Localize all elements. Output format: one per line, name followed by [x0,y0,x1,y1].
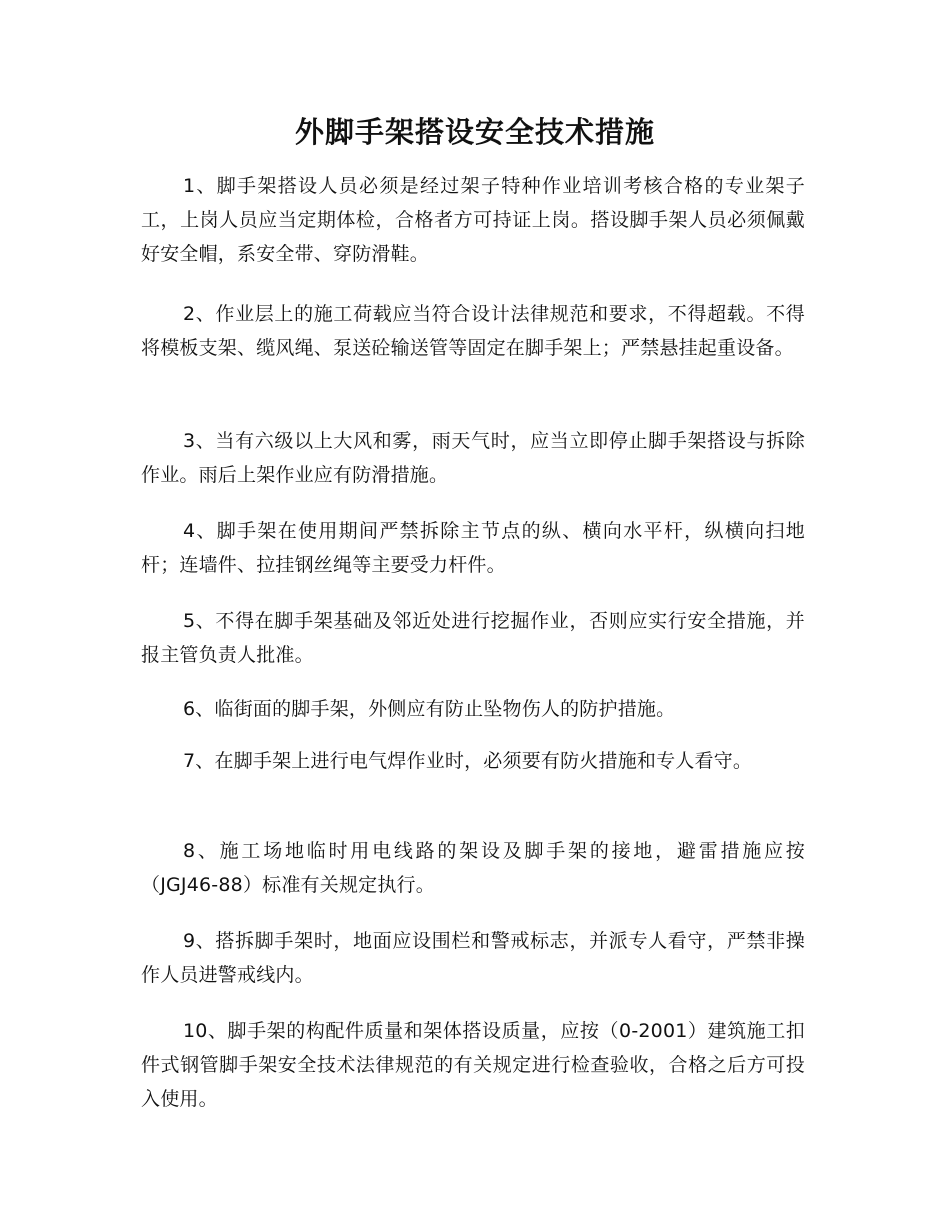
paragraph-9: 9、搭拆脚手架时，地面应设围栏和警戒标志，并派专人看守，严禁非操作人员进警戒线内。 [141,930,805,986]
paragraph-3: 3、当有六级以上大风和雾，雨天气时，应当立即停止脚手架搭设与拆除作业。雨后上架作业应有防滑措施。 [141,430,805,486]
paragraph-8: 8、施工场地临时用电线路的架设及脚手架的接地，避雷措施应按（JGJ46-88）标准有关规定执行。 [141,840,805,896]
paragraph-4: 4、脚手架在使用期间严禁拆除主节点的纵、横向水平杆，纵横向扫地杆；连墙件、拉挂钢丝绳等主要受力杆件。 [141,520,805,576]
paragraph-6: 6、临街面的脚手架，外侧应有防止坠物伤人的防护措施。 [183,698,676,720]
paragraph-7: 7、在脚手架上进行电气焊作业时，必须要有防火措施和专人看守。 [183,750,753,772]
paragraph-2: 2、作业层上的施工荷载应当符合设计法律规范和要求，不得超载。不得将模板支架、缆风绳、泵送砼输送管等固定在脚手架上；严禁悬挂起重设备。 [141,303,805,359]
document-title: 外脚手架搭设安全技术措施 [294,115,655,149]
paragraph-1: 1、脚手架搭设人员必须是经过架子特种作业培训考核合格的专业架子工，上岗人员应当定期体检，合格者方可持证上岗。搭设脚手架人员必须佩戴好安全帽，系安全带、穿防滑鞋。 [141,175,805,265]
paragraph-5: 5、不得在脚手架基础及邻近处进行挖掘作业，否则应实行安全措施，并报主管负责人批准。 [141,610,805,666]
paragraph-10: 10、脚手架的构配件质量和架体搭设质量，应按（0-2001）建筑施工扣件式钢管脚手架安全技术法律规范的有关规定进行检查验收，合格之后方可投入使用。 [141,1020,805,1110]
